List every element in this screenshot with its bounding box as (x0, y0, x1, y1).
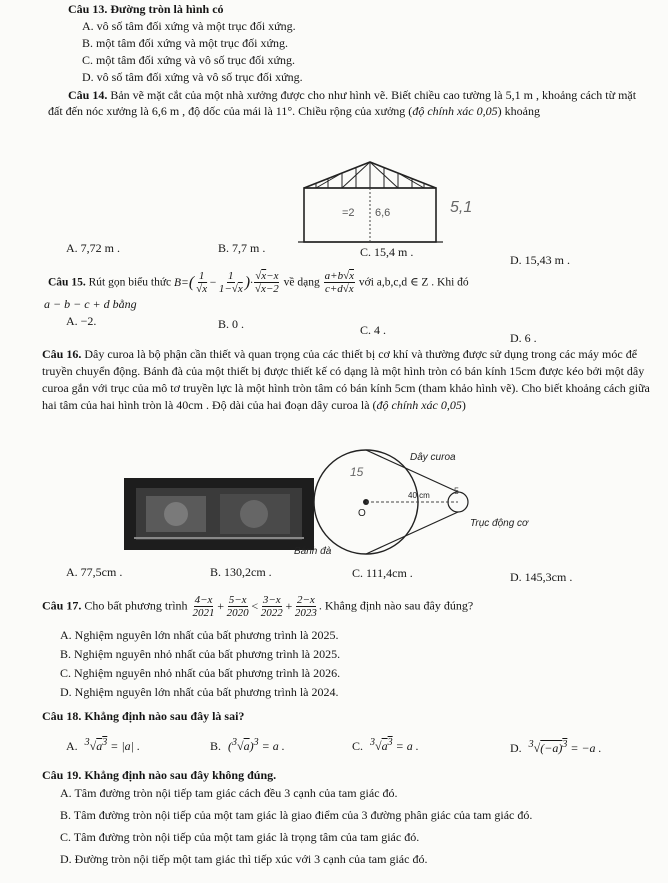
q14-figure-height-roof: 6,6 (375, 207, 391, 219)
q14-figure-mark: =2 (342, 207, 355, 219)
q19-option-b: B. Tâm đường tròn nội tiếp của một tam giác là giao điểm của 3 đường phân giác của tam giác đó. (60, 808, 533, 822)
q16-option-d: D. 145,3cm . (510, 570, 573, 584)
q15-text1: Rút gọn biểu thức (88, 276, 172, 289)
q18-option-b: B. $(^3√a)^3 = a$ . (210, 737, 285, 753)
q16-tail: ) (461, 398, 466, 412)
q16-motor-label: Trục động cơ (470, 518, 529, 529)
q16-flywheel-label: Bánh đà (294, 546, 332, 557)
q15-question (48, 270, 469, 296)
q13-option-b: B. một tâm đối xứng và một trục đối xứng. (82, 36, 288, 50)
q14-option-b: B. 7,7 m . (218, 241, 266, 255)
q14-label: Câu 14. (68, 88, 108, 102)
q14-option-c: C. 15,4 m . (360, 245, 414, 259)
q16-radius-small: 5 (454, 486, 460, 496)
q17-text2: . Khẳng định nào sau đây đúng? (318, 598, 474, 613)
q14-option-a: A. 7,72 m . (66, 241, 120, 255)
q16-option-b: B. 130,2cm . (210, 565, 272, 579)
q15-text3: với a,b,c,d ∈ Z . Khi đó (358, 276, 469, 289)
q16-belt-diagram (290, 440, 650, 560)
q16-label: Câu 16. (42, 347, 82, 361)
q13-option-c: C. một tâm đối xứng và vô số trục đối xứng. (82, 53, 295, 67)
q15-target-form: $\frac{a+b√x}{c+d√x}$ (324, 270, 354, 296)
q19-option-a: A. Tâm đường tròn nội tiếp tam giác cách đều 3 cạnh của tam giác đó. (60, 786, 398, 800)
q15-formula: B=( $\frac{1}{√x}$ − $\frac{1}{1-√x}$ )· $\frac{√x-x}{√x-2}$ (174, 270, 279, 296)
q16-option-a: A. 77,5cm . (66, 565, 123, 579)
q13-title: Câu 13. Đường tròn là hình có (68, 2, 224, 16)
q17-option-c: C. Nghiệm nguyên nhỏ nhất của bất phương trình là 2026. (60, 666, 341, 680)
q17-text1: Cho bất phương trình (84, 598, 188, 613)
q15-option-c: C. 4 . (360, 323, 387, 337)
q15-option-d: D. 6 . (510, 331, 537, 345)
q16-note: độ chính xác 0,05 (376, 398, 462, 412)
q18-option-d: D. $^3√(-a)^3 = -a$ . (510, 739, 602, 755)
q15-line2: a − b − c + d bằng (44, 297, 137, 311)
q17-question (42, 594, 473, 620)
q16-distance-label: 40 cm (408, 491, 430, 500)
q17-label: Câu 17. (42, 598, 82, 613)
q14-question (48, 88, 650, 119)
q15-option-b: B. 0 . (218, 317, 245, 331)
q19-title: Câu 19. Khẳng định nào sau đây không đúng. (42, 768, 277, 782)
q17-option-d: D. Nghiệm nguyên lớn nhất của bất phương trình là 2024. (60, 685, 339, 699)
q15-option-a: A. −2. (66, 314, 97, 328)
q18-option-d-label: D. (510, 741, 522, 755)
q16-question (42, 346, 654, 414)
q16-belt-label: Dây curoa (410, 452, 456, 463)
q17-option-a: A. Nghiệm nguyên lớn nhất của bất phương trình là 2025. (60, 628, 339, 642)
q19-option-c: C. Tâm đường tròn nội tiếp của một tam giác là trọng tâm của tam giác đó. (60, 830, 420, 844)
q18-option-a-label: A. (66, 739, 78, 753)
q17-option-b: B. Nghiệm nguyên nhỏ nhất của bất phương trình là 2025. (60, 647, 341, 661)
q15-label: Câu 15. (48, 276, 86, 289)
q17-inequality: $\frac{4-x}{2021}$ + $\frac{5-x}{2020}$ < $\frac{3-x}{2022}$ + $\frac{2-x}{2023}$ (192, 594, 317, 620)
q18-title: Câu 18. Khẳng định nào sau đây là sai? (42, 709, 245, 723)
q19-option-d: D. Đường tròn nội tiếp một tam giác thì tiếp xúc với 3 cạnh của tam giác đó. (60, 852, 428, 866)
q18-option-c: C. $^3√a^3 = a$ . (352, 737, 419, 753)
q18-option-c-label: C. (352, 739, 364, 753)
q16-center-label: O (358, 508, 366, 519)
q14-note: độ chính xác 0,05 (412, 103, 498, 118)
q14-text: Bản vẽ mặt cắt của một nhà xưởng được cho như hình vẽ. Biết chiều cao tường là 5,1 m , khoảng cách từ mặt đất đến nóc xưởng là 6,6 m , độ dốc của mái là 11°. Chiều rộng của xưởng ( (48, 88, 637, 118)
q18-option-b-label: B. (210, 739, 222, 753)
q14-figure-height-wall: 5,1 (450, 199, 473, 216)
q15-text2: về dạng (283, 276, 320, 289)
q14-tail: ) khoảng (497, 103, 540, 118)
q16-flywheel-photo (124, 478, 314, 550)
q18-option-a: A. $^3√a^3 = |a|$ . (66, 737, 140, 753)
q16-radius-large: 15 (350, 465, 364, 479)
q14-option-d: D. 15,43 m . (510, 253, 570, 267)
q13-option-a: A. vô số tâm đối xứng và một trục đối xứng. (82, 19, 296, 33)
q14-factory-figure (298, 150, 488, 250)
q16-option-c: C. 111,4cm . (352, 566, 413, 580)
q13-option-d: D. vô số tâm đối xứng và vô số trục đối xứng. (82, 70, 303, 84)
q16-text: Dây curoa là bộ phận cần thiết và quan trọng của các thiết bị cơ khí và thường được sử dụng trong các máy móc để truyền chuyển động. Bánh đà của một thiết bị được thiết kế có dạng là một hình tròn có bán kính 15cm được kéo bởi một dây curoa gắn với trục của mô tơ truyền lực là một hình tròn tâm có bán kính 5cm (tham khảo hình vẽ). Cho biết khoảng cách giữa hai tâm của hai hình tròn là 40cm . Độ dài của hai đoạn dây curoa là ( (42, 347, 650, 412)
